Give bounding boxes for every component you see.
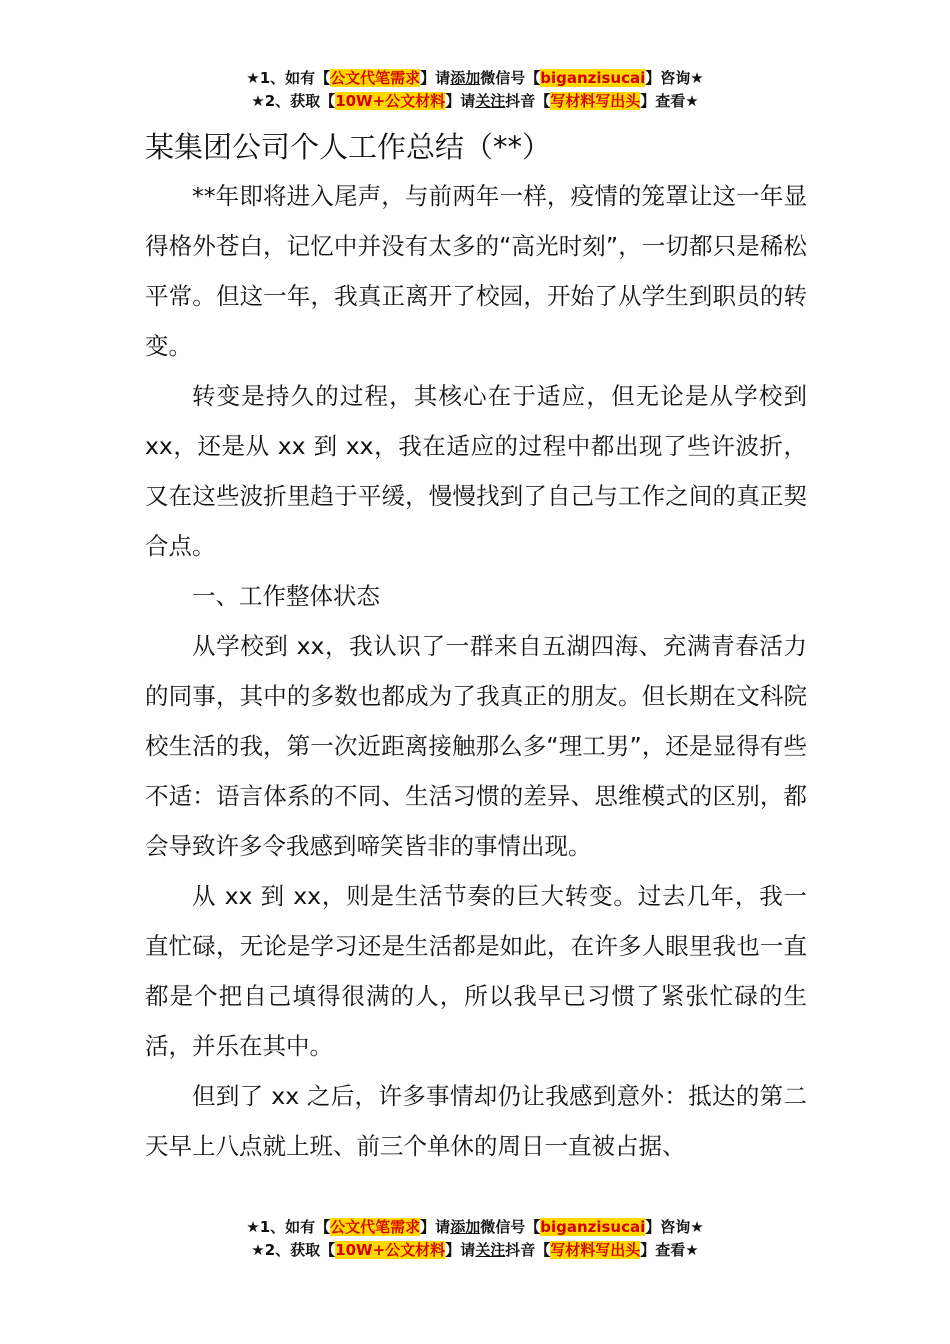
promo-highlight: 公文代笔需求: [330, 69, 421, 87]
promo-text: 微信号【: [480, 69, 541, 87]
promo-douyin-id: 写材料写出头: [550, 92, 641, 110]
promo-text: 】请: [420, 1218, 451, 1236]
promo-emphasis: 关注: [475, 1241, 506, 1259]
promo-emphasis: 关注: [475, 92, 506, 110]
promo-wechat-id: biganzisucai: [540, 1218, 646, 1236]
promo-text: 】咨询★: [645, 1218, 704, 1236]
promo-emphasis: 添加: [450, 1218, 481, 1236]
document-body: [145, 171, 807, 1171]
body-paragraph: 从学校到 xx，我认识了一群来自五湖四海、充满青春活力的同事，其中的多数也都成为了我真正的朋友。但长期在文科院校生活的我，第一次近距离接触那么多“理工男”，还是显得有些不适：语言体系的不同、生活习惯的差异、思维模式的区别，都会导致许多令我感到啼笑皆非的事情出现。: [145, 632, 807, 860]
promo-emphasis: 添加: [450, 69, 481, 87]
promo-text: 抖音【: [505, 92, 551, 110]
promo-text: 】查看★: [640, 1241, 699, 1259]
promo-text: 】请: [445, 1241, 476, 1259]
promo-text: ★2、获取【: [251, 92, 336, 110]
promo-line-1: [0, 67, 950, 90]
promo-banner-top: [0, 67, 950, 113]
body-paragraph: 从 xx 到 xx，则是生活节奏的巨大转变。过去几年，我一直忙碌，无论是学习还是生活都是如此，在许多人眼里我也一直都是个把自己填得很满的人，所以我早已习惯了紧张忙碌的生活，并乐在其中。: [145, 882, 807, 1060]
promo-text: 】查看★: [640, 92, 699, 110]
promo-text: ★1、如有【: [246, 1218, 331, 1236]
promo-highlight: 公文代笔需求: [330, 1218, 421, 1236]
promo-text: 抖音【: [505, 1241, 551, 1259]
promo-text: 】请: [420, 69, 451, 87]
promo-text: 】请: [445, 92, 476, 110]
promo-highlight: 10W+公文材料: [335, 1241, 446, 1259]
promo-text: 微信号【: [480, 1218, 541, 1236]
promo-line-2: [0, 1239, 950, 1262]
promo-line-1: [0, 1216, 950, 1239]
promo-text: ★1、如有【: [246, 69, 331, 87]
promo-douyin-id: 写材料写出头: [550, 1241, 641, 1259]
promo-text: 】咨询★: [645, 69, 704, 87]
body-paragraph: 转变是持久的过程，其核心在于适应，但无论是从学校到 xx，还是从 xx 到 xx，我在适应的过程中都出现了些许波折，又在这些波折里趋于平缓，慢慢找到了自己与工作之间的真正契合点。: [145, 382, 807, 560]
body-paragraph: 但到了 xx 之后，许多事情却仍让我感到意外：抵达的第二天早上八点就上班、前三个单休的周日一直被占据、: [145, 1082, 807, 1160]
promo-banner-bottom: [0, 1216, 950, 1262]
promo-line-2: [0, 90, 950, 113]
body-paragraph: **年即将进入尾声，与前两年一样，疫情的笼罩让这一年显得格外苍白，记忆中并没有太多的“高光时刻”，一切都只是稀松平常。但这一年，我真正离开了校园，开始了从学生到职员的转变。: [145, 182, 807, 360]
promo-highlight: 10W+公文材料: [335, 92, 446, 110]
promo-text: ★2、获取【: [251, 1241, 336, 1259]
section-heading: 一、工作整体状态: [192, 582, 380, 610]
document-title: 某集团公司个人工作总结（**）: [145, 130, 552, 164]
promo-wechat-id: biganzisucai: [540, 69, 646, 87]
